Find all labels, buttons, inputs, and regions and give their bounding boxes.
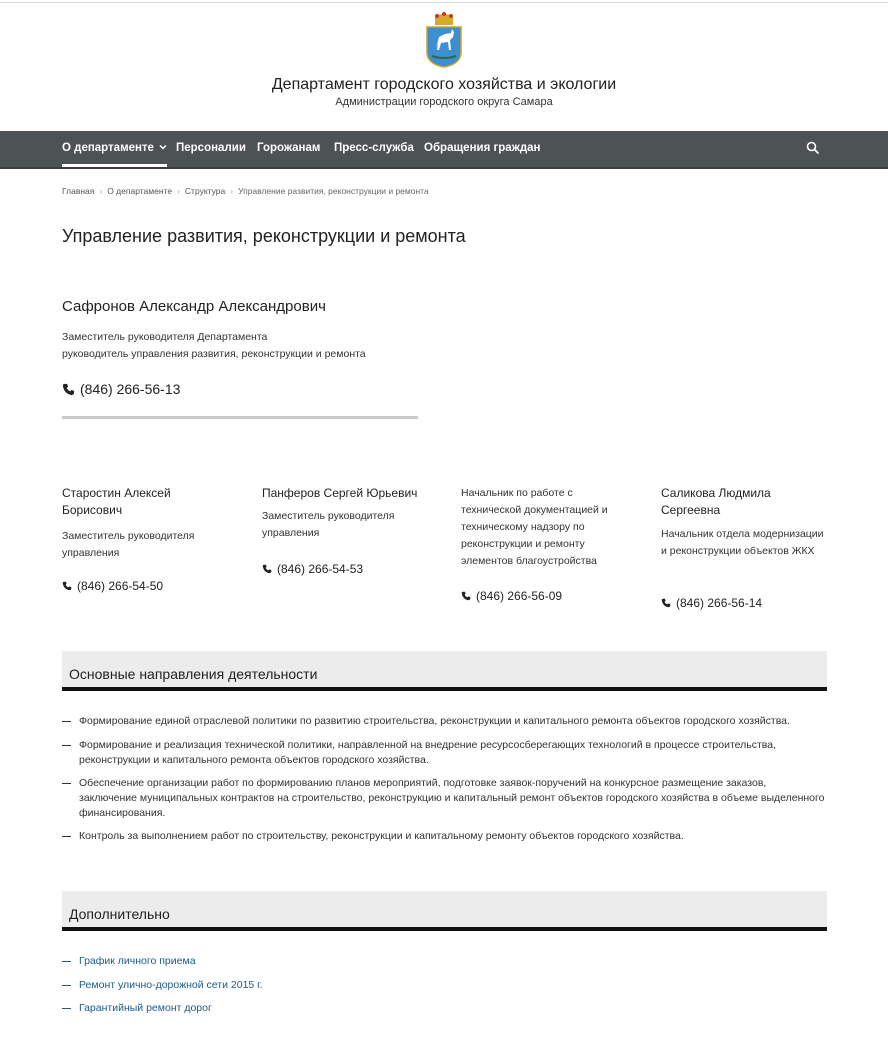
link-road-repair-2015[interactable]: Ремонт улично-дорожной сети 2015 г. [62,978,827,993]
staff-position: Начальник отдела модернизации и реконструкции объектов ЖКХ [661,528,824,557]
list-item: Формирование единой отраслевой политики по развитию строительства, реконструкции и капитального ремонта объектов городского хозяйства. [62,714,827,729]
staff-phone [262,562,363,576]
nav-item-press[interactable]: Пресс-служба [334,142,414,154]
phone-icon [262,564,272,574]
chief-position-line: Заместитель руководителя Департамента [62,331,268,343]
staff-position: Заместитель руководителя управления [62,530,195,559]
breadcrumb-current: Управление развития, реконструкции и ремонта [238,186,429,196]
chevron-down-icon [159,143,167,151]
breadcrumb-home[interactable]: Главная [62,186,95,196]
staff-phone [661,596,762,610]
staff-card [461,485,636,610]
nav-item-label: О департаменте [62,142,154,154]
page-title: Управление развития, реконструкции и ремонта [62,226,466,246]
chief-position-line: руководитель управления развития, реконструкции и ремонта [62,348,366,360]
phone-icon [661,598,671,608]
nav-item-department[interactable] [62,131,167,167]
breadcrumb-separator: › [177,186,180,196]
breadcrumb-structure[interactable]: Структура [184,186,226,196]
chief-phone-number: (846) 266-56-13 [80,381,181,397]
staff-name: Саликова Людмила Сергеевна [661,486,771,517]
breadcrumb-department[interactable]: О департаменте [107,186,173,196]
staff-phone [62,579,163,593]
list-item: Контроль за выполнением работ по строительству, реконструкции и капитальному ремонту объектов городского хозяйства. [62,829,827,844]
phone-icon [461,591,471,601]
staff-position: Заместитель руководителя управления [262,510,395,539]
chief-divider [62,416,418,419]
samara-coat-of-arms-icon[interactable] [425,12,463,68]
staff-position: Начальник по работе с технической документацией и техническому надзору по реконструкции и ремонту элементов благоустройства [461,487,608,567]
link-reception-schedule[interactable]: График личного приема [62,954,827,969]
activities-section-title: Основные направления деятельности [69,666,318,682]
chief-position [62,329,366,363]
phone-icon [62,383,75,396]
site-header [0,0,888,131]
nav-item-personnel[interactable]: Персоналии [176,142,246,154]
staff-phone-number: (846) 266-54-50 [77,579,164,593]
site-title: Департамент городского хозяйства и экологии [271,76,617,93]
staff-phone-number: (846) 266-56-14 [676,596,763,610]
chief-phone [62,381,180,397]
staff-phone-number: (846) 266-54-53 [277,562,364,576]
additional-section-title: Дополнительно [69,906,170,922]
staff-card [262,485,437,585]
additional-section-header [62,891,827,931]
staff-card [661,485,836,615]
main-navigation [0,131,888,169]
chief-name: Сафронов Александр Александрович [62,298,326,315]
breadcrumb-separator: › [99,186,103,196]
link-warranty-road-repair[interactable]: Гарантийный ремонт дорог [62,1001,827,1016]
breadcrumb [62,186,429,196]
nav-item-citizens[interactable]: Горожанам [257,142,321,154]
nav-item-appeals[interactable]: Обращения граждан [424,142,541,154]
list-item: Обеспечение организации работ по формированию планов мероприятий, подготовке заявок-поручений на конкурсное размещение заказов, заключение муниципальных контрактов на строительство, реконструкцию и капитальный ремонт объектов городского хозяйства в объеме выделенного финансирования. [62,776,827,821]
phone-icon [62,581,72,591]
site-subtitle: Администрации городского округа Самара [335,96,553,108]
list-item: Формирование и реализация технической политики, направленной на внедрение ресурсосберегающих технологий в процессе строительства, реконструкции и капитального ремонта объектов городского хозяйства. [62,738,827,768]
staff-phone [461,589,562,603]
breadcrumb-separator: › [230,186,234,196]
staff-name: Старостин Алексей Борисович [62,486,171,517]
staff-card [62,485,237,600]
search-icon[interactable] [806,141,820,155]
staff-name: Панферов Сергей Юрьевич [262,486,418,500]
activities-section-header [62,651,827,691]
staff-phone-number: (846) 266-56-09 [476,589,563,603]
